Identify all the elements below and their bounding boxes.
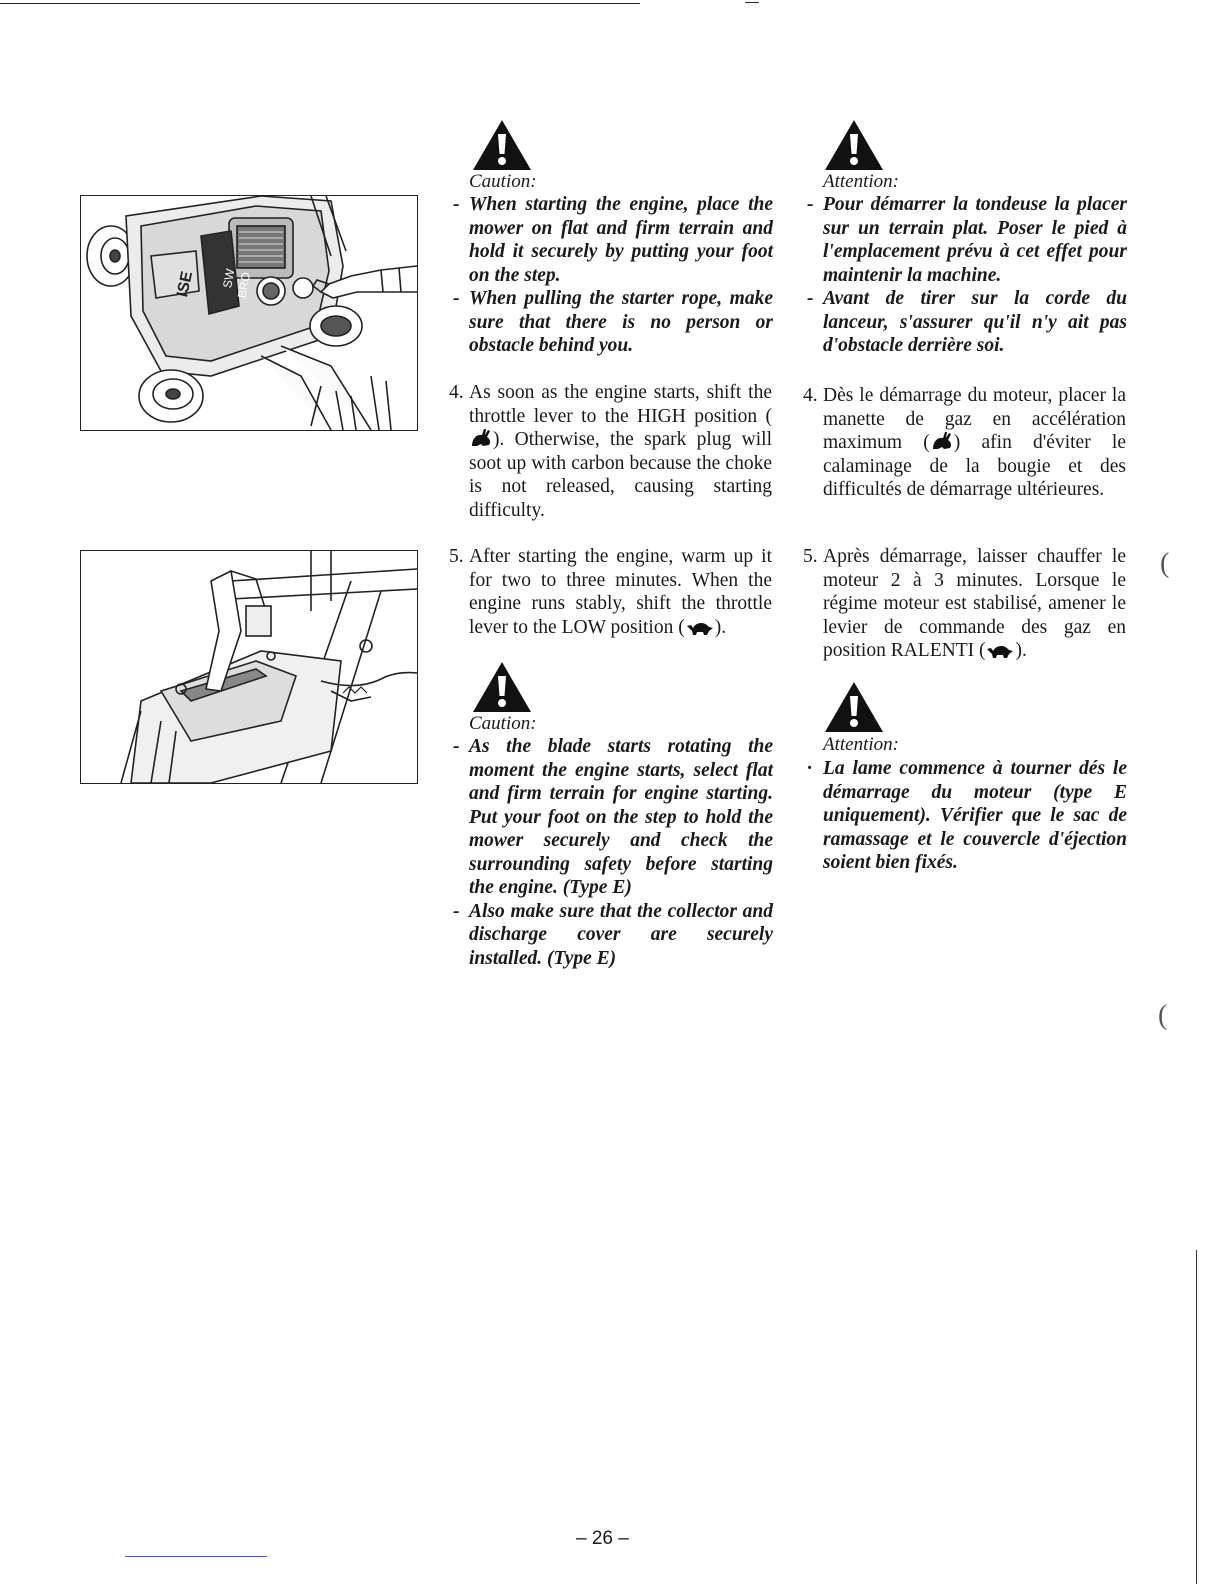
warning-triangle-icon: [471, 118, 533, 172]
step-text-after: ).: [714, 616, 727, 638]
step-4: [449, 381, 772, 522]
step-text-after: ) afin d'éviter le calaminage de la bougie et des difficultés de démarrage ultérieures.: [823, 432, 1126, 500]
step-text-after: ).: [1015, 640, 1027, 661]
rabbit-icon: [930, 431, 954, 451]
bottom-rule: [125, 1556, 267, 1557]
page-number: – 26 –: [576, 1528, 629, 1549]
caution-title: Caution:: [469, 171, 537, 192]
attention-title: Attention:: [823, 171, 899, 192]
caution-item: - When pulling the starter rope, make sure that there is no person or obstacle behind you.: [451, 287, 773, 358]
attention-list: [805, 757, 1127, 875]
step-4-fr: [803, 384, 1126, 502]
mower-side-mark: ISE: [174, 269, 197, 299]
throttle-lever-illustration: [80, 550, 418, 784]
attention-item: - Pour démarrer la tondeuse la placer sur un terrain plat. Poser le pied à l'emplacement prévu à cet effet pour maintenir la machine.: [805, 193, 1127, 287]
caution-item: - As the blade starts rotating the moment the engine starts, select flat and firm terrain for engine starting. Put your foot on the step to hold the mower securely and check the surrounding safety before starting the engine. (Type E): [451, 735, 773, 900]
margin-parenthesis: (: [1160, 548, 1170, 579]
caution-item: - When starting the engine, place the mower on flat and firm terrain and hold it securely by putting your foot on the step.: [451, 193, 773, 287]
attention-item: · La lame commence à tourner dés le démarrage du moteur (type E uniquement). Vérifier que le sac de ramassage et le couvercle d'éjection soient bien fixés.: [805, 757, 1127, 875]
mower-brand-mark-2: BRO: [234, 271, 254, 300]
step-5: [449, 545, 772, 639]
caution-item: - Also make sure that the collector and discharge cover are securely installed. (Type E): [451, 900, 773, 971]
caution-list: [451, 735, 773, 970]
right-edge-rule: [1196, 1250, 1197, 1584]
attention-list: [805, 193, 1127, 358]
step-number: 5.: [803, 546, 818, 567]
attention-title: Attention:: [823, 734, 899, 755]
step-number: 4.: [449, 382, 464, 403]
mower-brand-mark: SW: [220, 267, 238, 290]
margin-parenthesis: (: [1158, 1000, 1168, 1031]
mower-starting-illustration: [80, 195, 418, 431]
step-number: 4.: [803, 385, 818, 406]
warning-triangle-icon: [823, 118, 885, 172]
step-text-before: As soon as the engine starts, shift the throttle lever to the HIGH position (: [469, 382, 772, 427]
turtle-icon: [985, 643, 1015, 659]
step-text-after: ). Otherwise, the spark plug will soot up with carbon because the choke is not released, causing starting difficulty.: [469, 429, 772, 521]
turtle-icon: [685, 620, 715, 636]
warning-triangle-icon: [471, 660, 533, 714]
step-text-before: Dès le démarrage du moteur, placer la manette de gaz en accélération maximum (: [823, 385, 1126, 453]
rabbit-icon: [469, 428, 493, 448]
step-text-before: Après démarrage, laisser chauffer le moteur 2 à 3 minutes. Lorsque le régime moteur est stabilisé, amener le levier de commande des gaz en position RALENTI (: [823, 546, 1126, 661]
caution-title: Caution:: [469, 713, 537, 734]
top-rule-fragment: [745, 2, 759, 3]
attention-item: - Avant de tirer sur la corde du lanceur, s'assurer qu'il n'y ait pas d'obstacle derrière soi.: [805, 287, 1127, 358]
step-5-fr: [803, 545, 1126, 663]
step-text-before: After starting the engine, warm up it for two to three minutes. When the engine runs stably, shift the throttle lever to the LOW position (: [469, 546, 772, 638]
warning-triangle-icon: [823, 680, 885, 734]
step-number: 5.: [449, 546, 464, 567]
top-rule: [0, 3, 640, 4]
caution-list: [451, 193, 773, 358]
